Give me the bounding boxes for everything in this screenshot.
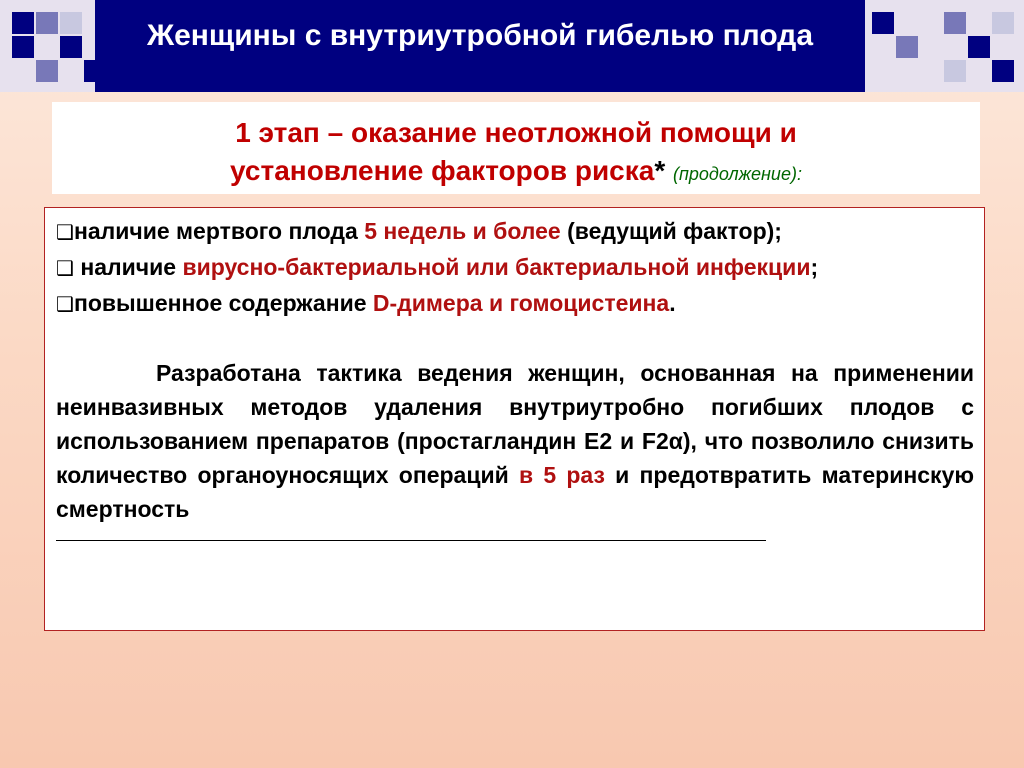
decor-square: [968, 36, 990, 58]
summary-paragraph: [56, 356, 974, 526]
decor-square: [896, 36, 918, 58]
bullet-text: .: [669, 290, 676, 316]
subtitle-star: *: [654, 155, 666, 186]
decor-square: [12, 36, 34, 58]
paragraph-text: и предотвратить материнскую смертность: [56, 462, 975, 522]
bullet-highlight: D-димера и гомоцистеина: [372, 290, 670, 316]
decor-square: [944, 12, 966, 34]
checkbox-bullet-icon: ❑: [56, 258, 74, 280]
bullet-text: наличие мертвого плода: [73, 218, 365, 244]
list-item: [56, 250, 974, 286]
checkbox-bullet-icon: ❑: [56, 294, 74, 316]
decor-square: [36, 12, 58, 34]
subtitle-line-2: [52, 152, 980, 193]
list-item: [56, 214, 974, 250]
decor-square: [872, 12, 894, 34]
subtitle-continuation: (продолжение):: [673, 164, 802, 184]
decor-square: [60, 36, 82, 58]
divider-line: [56, 540, 766, 541]
bullet-highlight: 5 недель и более: [364, 218, 561, 244]
page-title: Женщины с внутриутробной гибелью плода: [146, 19, 814, 52]
content-box: [44, 207, 985, 631]
bullet-text: ;: [810, 254, 819, 280]
bullet-text: повышенное содержание: [73, 290, 373, 316]
bullet-highlight: вирусно-бактериальной или бактериальной инфекции: [182, 254, 811, 280]
decor-square: [992, 12, 1014, 34]
header-band: [0, 0, 1024, 92]
subtitle-box: [52, 102, 980, 194]
paragraph-text: Разработана тактика ведения женщин, основанная на применении неинвазивных методов удаления внутриутробно погибших плодов с использованием препаратов (простагландин Е2 и F2α), что позволило снизить количество органоуносящих операций: [56, 360, 974, 488]
decor-square: [944, 60, 966, 82]
list-item: [56, 286, 974, 322]
bullet-text: (ведущий фактор);: [560, 218, 782, 244]
decor-square: [36, 60, 58, 82]
decor-square: [60, 12, 82, 34]
subtitle-line-1: 1 этап – оказание неотложной помощи и: [235, 117, 797, 148]
checkbox-bullet-icon: ❑: [56, 222, 74, 244]
paragraph-highlight: в 5 раз: [518, 462, 605, 488]
decor-square: [12, 12, 34, 34]
subtitle-line-2-text: установление факторов риска: [230, 155, 655, 186]
decor-square: [992, 60, 1014, 82]
bullet-text: наличие: [73, 254, 183, 280]
